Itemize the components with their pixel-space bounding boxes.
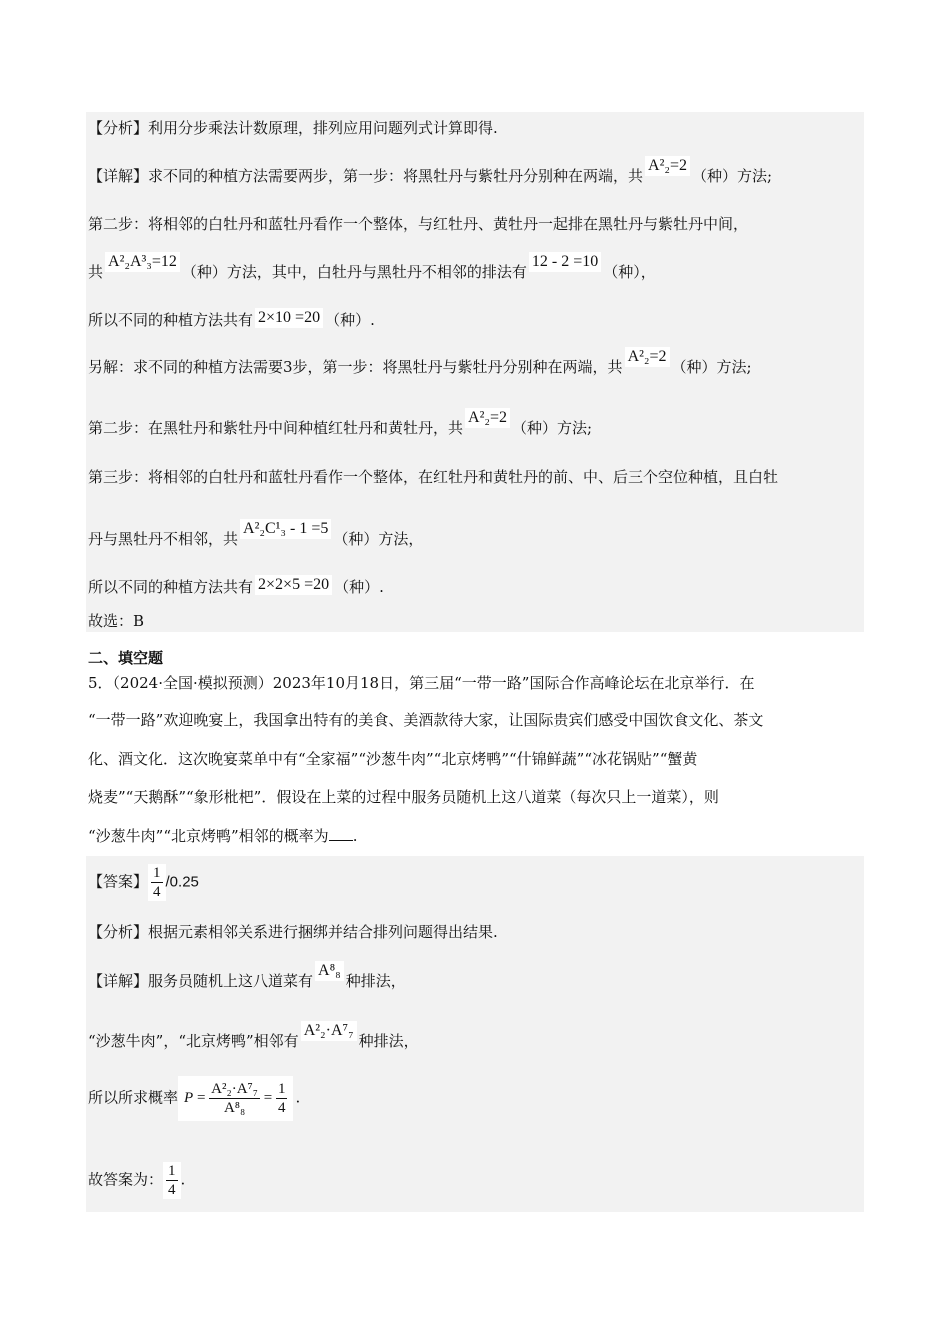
question-line-4: 烧麦”“天鹅酥”“象形枇杷”．假设在上菜的过程中服务员随机上这八道菜（每次只上一道菜），则 [88, 788, 719, 806]
adjacent-line: “沙葱牛肉”，“北京烤鸭”相邻有A²₂·A⁷₇种排法， [88, 1022, 419, 1050]
step2-line: 第二步：将相邻的白牡丹和蓝牡丹看作一个整体，与红牡丹、黄牡丹一起排在黑牡丹与紫牡丹中间， [88, 215, 749, 233]
formula: 2×2×5 =20 [255, 575, 332, 595]
alt-step2-line: 第二步：在黑牡丹和紫牡丹中间种植红牡丹和黄牡丹，共A²₂=2（种）方法; [88, 409, 593, 437]
answer-line: 【答案】 $\frac{1}{4}$ /0.25 [88, 865, 199, 900]
question-line-5: “沙葱牛肉”“北京烤鸭”相邻的概率为 . [88, 827, 358, 845]
total2-line: 所以不同的种植方法共有 2×2×5 =20 （种）. [88, 576, 384, 596]
formula: A²₂C¹₃ - 1 =5 [240, 519, 331, 539]
formula: A²₂=2 [465, 408, 510, 428]
fraction: $\frac{1}{4}$ [163, 1162, 181, 1199]
formula: 2×10 =20 [255, 308, 323, 328]
question-line-3: 化、酒文化．这次晚宴菜单中有“全家福”“沙葱牛肉”“北京烤鸭”“什锦鲜蔬”“冰花锅贴”“蟹黄 [88, 750, 698, 768]
question-line-2: “一带一路”欢迎晚宴上，我国拿出特有的美食、美酒款待大家，让国际贵宾们感受中国饮食文化、茶文 [88, 711, 764, 729]
alt-step3b-line: 丹与黑牡丹不相邻，共A²₂C¹₃ - 1 =5（种）方法， [88, 520, 424, 548]
analysis-line-2: 【分析】根据元素相邻关系进行捆绑并结合排列问题得出结果. [88, 923, 498, 941]
formula: A²₂A³₃=12 [105, 252, 180, 272]
step2b-line: 共A²₂A³₃=12（种）方法，其中，白牡丹与黑牡丹不相邻的排法有12 - 2 =10（种）， [88, 253, 656, 281]
fraction: $\frac{1}{4}$ [148, 864, 166, 901]
alt-line: 另解：求不同的种植方法需要3步，第一步：将黑牡丹与紫牡丹分别种在两端，共A²₂=2（种）方法; [88, 348, 752, 376]
probability-formula: P = $\frac{\text{A²₂·A⁷₇}}{\text{A⁸₈}}$ = $\frac{1}{4}$ [178, 1076, 293, 1121]
detail-line-2: 【详解】服务员随机上这八道菜有A⁸₈种排法， [88, 962, 406, 990]
answer-blank [329, 826, 353, 841]
probability-line: 所以所求概率 P = $\frac{\text{A²₂·A⁷₇}}{\text{A⁸₈}}$ = $\frac{1}{4}$ . [88, 1076, 300, 1121]
section-heading: 二、填空题 [88, 649, 164, 667]
question-line-1: 5．（2024·全国·模拟预测）2023年10月18日，第三届“一带一路”国际合作高峰论坛在北京举行．在 [88, 674, 755, 692]
formula: A²₂=2 [645, 156, 690, 176]
detail-line: 【详解】求不同的种植方法需要两步，第一步：将黑牡丹与紫牡丹分别种在两端，共A²₂=2（种）方法; [88, 157, 773, 185]
final-answer-line: 故答案为： $\frac{1}{4}$ . [88, 1163, 186, 1198]
formula: A²₂·A⁷₇ [301, 1021, 357, 1041]
total-line: 所以不同的种植方法共有 2×10 =20 （种）. [88, 309, 375, 329]
choice-line: 故选：B [88, 612, 145, 630]
formula: 12 - 2 =10 [529, 252, 601, 272]
formula: A²₂=2 [625, 347, 670, 367]
alt-step3-line: 第三步：将相邻的白牡丹和蓝牡丹看作一个整体，在红牡丹和黄牡丹的前、中、后三个空位种植，且白牡 [88, 468, 779, 486]
formula: A⁸₈ [315, 961, 344, 981]
analysis-line: 【分析】利用分步乘法计数原理，排列应用问题列式计算即得. [88, 119, 498, 137]
